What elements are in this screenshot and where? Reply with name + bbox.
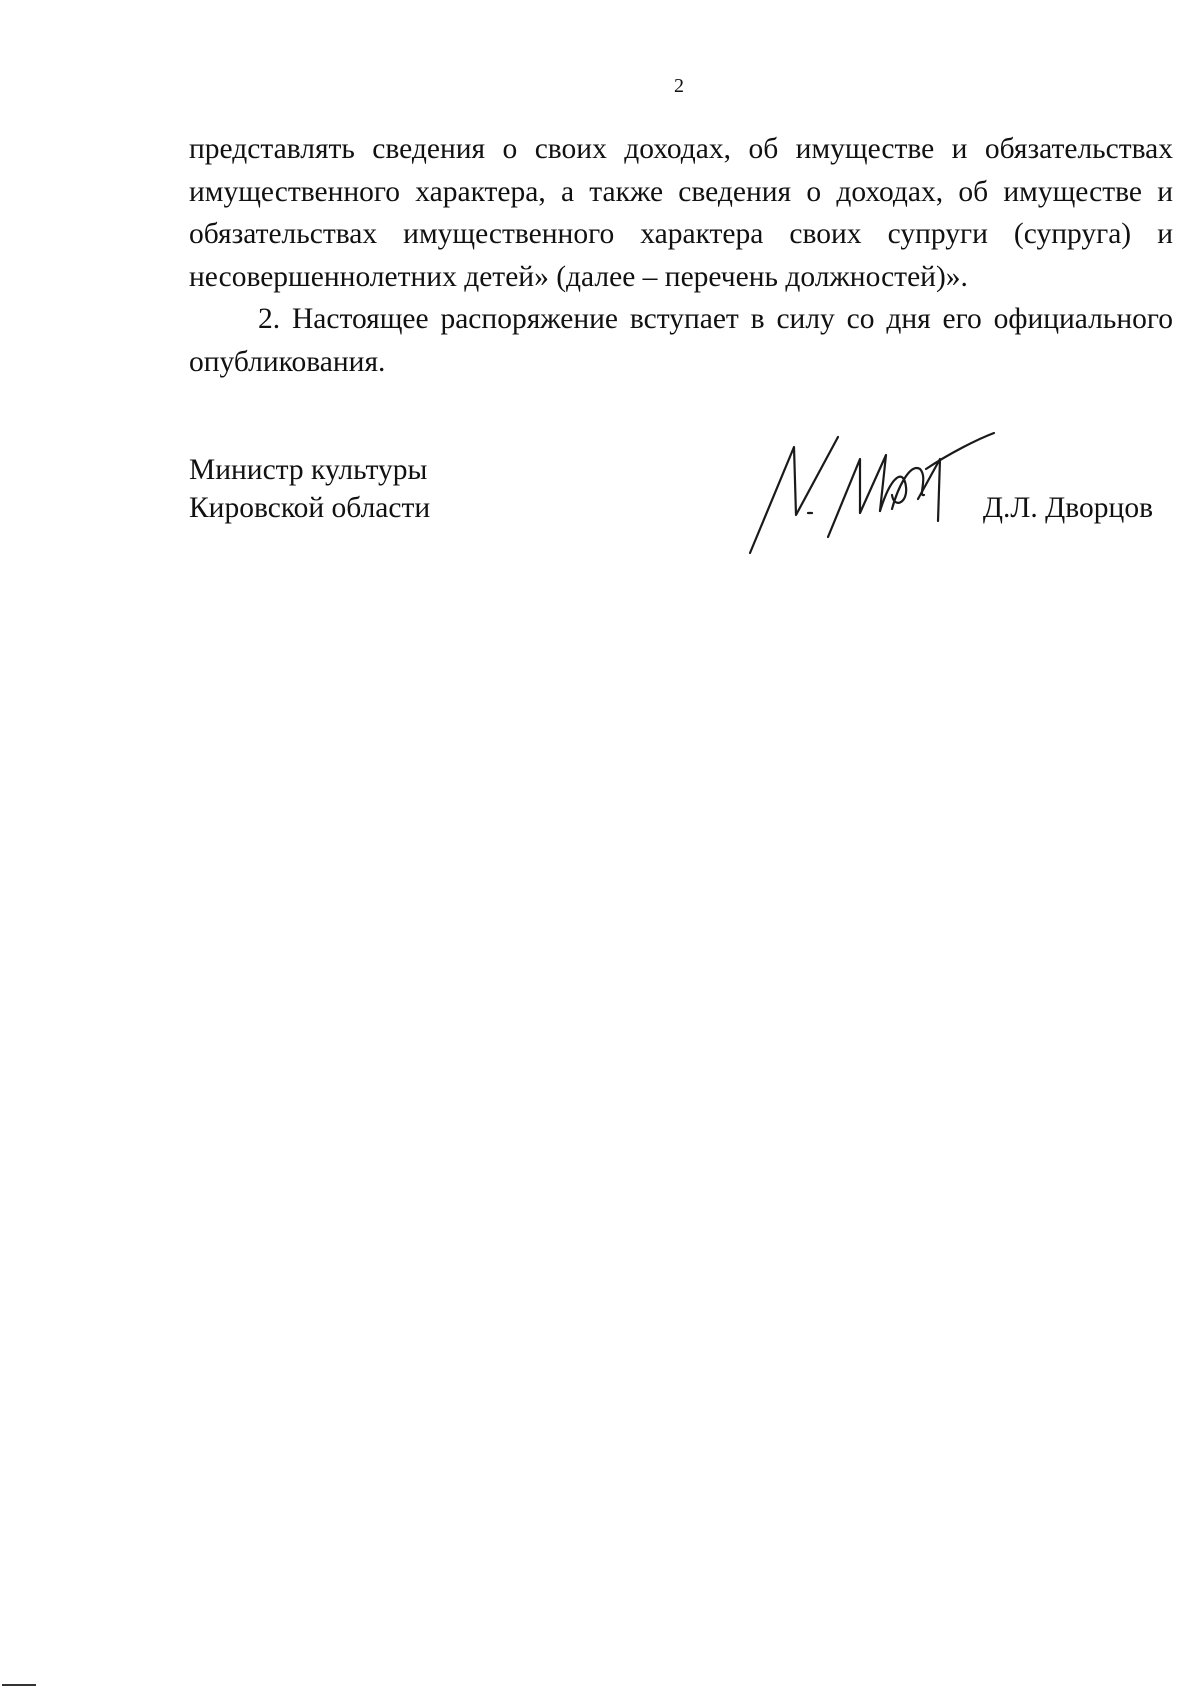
- signer-position-line: Кировской области: [189, 492, 431, 524]
- signer-position: [189, 451, 430, 527]
- signer-name: Д.Л. Дворцов: [982, 492, 1153, 524]
- paragraph-continuation: представлять сведения о своих доходах, об имуществе и обязательствах имущественного характера, а также сведения о доходах, об имуществе и обязательствах имущественного характера своих супруги (супруга) и несовершеннолетних детей» (далее – перечень должностей)».: [189, 133, 1173, 293]
- page-number: 2: [674, 75, 684, 97]
- margin-mark: [2, 1684, 36, 1686]
- signer-position-line: Министр культуры: [189, 454, 428, 486]
- signature-block: [189, 451, 1173, 551]
- handwritten-signature: [742, 429, 1002, 559]
- paragraph-effective-date: 2. Настоящее распоряжение вступает в силу со дня его официального опубликования.: [189, 303, 1173, 378]
- document-body: [189, 128, 1173, 383]
